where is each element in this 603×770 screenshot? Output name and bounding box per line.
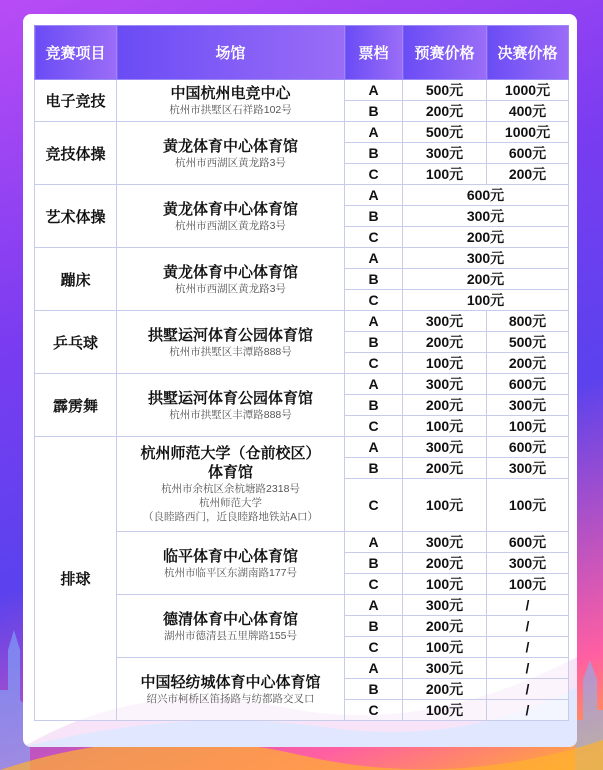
prelim-price-cell: 100元 bbox=[403, 700, 487, 721]
tier-cell: A bbox=[345, 311, 403, 332]
tier-cell: A bbox=[345, 374, 403, 395]
table-row bbox=[35, 248, 569, 269]
venue-address: 杭州师范大学 bbox=[199, 497, 262, 509]
venue-address: 杭州市拱墅区丰潭路888号 bbox=[169, 408, 292, 421]
tier-cell: B bbox=[345, 616, 403, 637]
tier-cell: B bbox=[345, 143, 403, 164]
prelim-price-cell: 200元 bbox=[403, 679, 487, 700]
header-prelim-price: 预赛价格 bbox=[403, 26, 487, 80]
tier-cell: A bbox=[345, 595, 403, 616]
prelim-price-cell: 200元 bbox=[403, 553, 487, 574]
prelim-price-cell: 200元 bbox=[403, 395, 487, 416]
venue-name: 德清体育中心体育馆 bbox=[162, 610, 298, 628]
table-header-row bbox=[35, 26, 569, 80]
final-price-cell: / bbox=[487, 658, 569, 679]
price-cell: 100元 bbox=[403, 290, 569, 311]
final-price-cell: 300元 bbox=[487, 553, 569, 574]
tier-cell: C bbox=[345, 164, 403, 185]
tier-cell: B bbox=[345, 269, 403, 290]
header-final-price: 决赛价格 bbox=[487, 26, 569, 80]
final-price-cell: 800元 bbox=[487, 311, 569, 332]
tier-cell: B bbox=[345, 395, 403, 416]
venue-cell bbox=[117, 658, 345, 721]
prelim-price-cell: 100元 bbox=[403, 353, 487, 374]
venue-address: （良睦路西门，近良睦路地铁站A口） bbox=[142, 511, 318, 523]
final-price-cell: 1000元 bbox=[487, 122, 569, 143]
venue-name: 杭州师范大学（仓前校区） bbox=[140, 445, 321, 462]
venue-address: 杭州市拱墅区丰潭路888号 bbox=[169, 345, 292, 358]
prelim-price-cell: 500元 bbox=[403, 80, 487, 101]
table-row bbox=[35, 374, 569, 395]
prelim-price-cell: 300元 bbox=[403, 658, 487, 679]
final-price-cell: 600元 bbox=[487, 143, 569, 164]
header-venue: 场馆 bbox=[117, 26, 345, 80]
prelim-price-cell: 300元 bbox=[403, 143, 487, 164]
venue-address: 杭州市临平区东湖南路177号 bbox=[163, 566, 298, 579]
sport-cell: 排球 bbox=[35, 437, 117, 721]
tier-cell: B bbox=[345, 332, 403, 353]
final-price-cell: / bbox=[487, 616, 569, 637]
final-price-cell: 200元 bbox=[487, 164, 569, 185]
prelim-price-cell: 500元 bbox=[403, 122, 487, 143]
venue-address: 杭州市西湖区黄龙路3号 bbox=[175, 282, 286, 295]
prelim-price-cell: 200元 bbox=[403, 458, 487, 479]
tier-cell: A bbox=[345, 437, 403, 458]
price-cell: 300元 bbox=[403, 248, 569, 269]
tier-cell: C bbox=[345, 637, 403, 658]
sport-cell: 竞技体操 bbox=[35, 122, 117, 185]
tier-cell: B bbox=[345, 206, 403, 227]
tier-cell: B bbox=[345, 679, 403, 700]
prelim-price-cell: 200元 bbox=[403, 332, 487, 353]
venue-address: 杭州市西湖区黄龙路3号 bbox=[175, 156, 286, 169]
venue-name: 中国轻纺城体育中心体育馆 bbox=[140, 673, 321, 691]
prelim-price-cell: 200元 bbox=[403, 616, 487, 637]
final-price-cell: 500元 bbox=[487, 332, 569, 353]
venue-cell bbox=[117, 80, 345, 122]
prelim-price-cell: 300元 bbox=[403, 595, 487, 616]
tier-cell: B bbox=[345, 458, 403, 479]
venue-cell bbox=[117, 437, 345, 532]
final-price-cell: 400元 bbox=[487, 101, 569, 122]
final-price-cell: / bbox=[487, 637, 569, 658]
tier-cell: C bbox=[345, 290, 403, 311]
final-price-cell: / bbox=[487, 679, 569, 700]
final-price-cell: 1000元 bbox=[487, 80, 569, 101]
venue-name: 黄龙体育中心体育馆 bbox=[162, 263, 298, 281]
venue-address: 湖州市德清县五里牌路155号 bbox=[163, 629, 298, 642]
venue-cell bbox=[117, 595, 345, 658]
venue-name: 拱墅运河体育公园体育馆 bbox=[147, 389, 313, 407]
tier-cell: A bbox=[345, 185, 403, 206]
table-row bbox=[35, 122, 569, 143]
prelim-price-cell: 100元 bbox=[403, 637, 487, 658]
tier-cell: C bbox=[345, 416, 403, 437]
tier-cell: B bbox=[345, 101, 403, 122]
venue-name: 临平体育中心体育馆 bbox=[162, 547, 298, 565]
tier-cell: A bbox=[345, 122, 403, 143]
final-price-cell: / bbox=[487, 595, 569, 616]
final-price-cell: 100元 bbox=[487, 479, 569, 532]
tier-cell: C bbox=[345, 353, 403, 374]
sport-cell: 艺术体操 bbox=[35, 185, 117, 248]
sport-cell: 电子竞技 bbox=[35, 80, 117, 122]
header-sport: 竞赛项目 bbox=[35, 26, 117, 80]
prelim-price-cell: 300元 bbox=[403, 374, 487, 395]
price-cell: 300元 bbox=[403, 206, 569, 227]
venue-name: 中国杭州电竞中心 bbox=[170, 85, 291, 102]
tier-cell: A bbox=[345, 248, 403, 269]
price-cell: 200元 bbox=[403, 269, 569, 290]
prelim-price-cell: 100元 bbox=[403, 574, 487, 595]
venue-cell bbox=[117, 122, 345, 185]
venue-cell bbox=[117, 248, 345, 311]
venue-address: 杭州市西湖区黄龙路3号 bbox=[175, 219, 286, 232]
venue-address: 杭州市拱墅区石祥路102号 bbox=[169, 104, 292, 116]
prelim-price-cell: 100元 bbox=[403, 164, 487, 185]
price-table-card bbox=[23, 14, 577, 747]
sport-cell: 乒乓球 bbox=[35, 311, 117, 374]
table-row bbox=[35, 437, 569, 458]
venue-address: 绍兴市柯桥区笛扬路与纺都路交叉口 bbox=[146, 692, 315, 705]
tier-cell: C bbox=[345, 574, 403, 595]
tier-cell: B bbox=[345, 553, 403, 574]
prelim-price-cell: 300元 bbox=[403, 311, 487, 332]
tier-cell: A bbox=[345, 532, 403, 553]
prelim-price-cell: 100元 bbox=[403, 479, 487, 532]
prelim-price-cell: 300元 bbox=[403, 437, 487, 458]
venue-cell bbox=[117, 374, 345, 437]
tier-cell: A bbox=[345, 80, 403, 101]
table-body bbox=[35, 80, 569, 721]
price-cell: 600元 bbox=[403, 185, 569, 206]
sport-cell: 蹦床 bbox=[35, 248, 117, 311]
table-row bbox=[35, 80, 569, 101]
price-cell: 200元 bbox=[403, 227, 569, 248]
final-price-cell: 100元 bbox=[487, 416, 569, 437]
prelim-price-cell: 300元 bbox=[403, 532, 487, 553]
tier-cell: C bbox=[345, 227, 403, 248]
prelim-price-cell: 100元 bbox=[403, 416, 487, 437]
final-price-cell: 300元 bbox=[487, 395, 569, 416]
venue-name: 体育馆 bbox=[207, 464, 253, 481]
tier-cell: A bbox=[345, 658, 403, 679]
venue-cell bbox=[117, 532, 345, 595]
venue-cell bbox=[117, 185, 345, 248]
sport-cell: 霹雳舞 bbox=[35, 374, 117, 437]
venue-name: 拱墅运河体育公园体育馆 bbox=[147, 326, 313, 344]
header-tier: 票档 bbox=[345, 26, 403, 80]
final-price-cell: / bbox=[487, 700, 569, 721]
table-row bbox=[35, 311, 569, 332]
ticket-price-table bbox=[34, 25, 569, 721]
venue-address: 杭州市余杭区余杭塘路2318号 bbox=[161, 483, 300, 495]
final-price-cell: 600元 bbox=[487, 374, 569, 395]
final-price-cell: 600元 bbox=[487, 437, 569, 458]
prelim-price-cell: 200元 bbox=[403, 101, 487, 122]
table-row bbox=[35, 185, 569, 206]
final-price-cell: 100元 bbox=[487, 574, 569, 595]
venue-name: 黄龙体育中心体育馆 bbox=[162, 137, 298, 155]
tier-cell: C bbox=[345, 700, 403, 721]
venue-name: 黄龙体育中心体育馆 bbox=[162, 200, 298, 218]
venue-cell bbox=[117, 311, 345, 374]
tier-cell: C bbox=[345, 479, 403, 532]
final-price-cell: 600元 bbox=[487, 532, 569, 553]
final-price-cell: 200元 bbox=[487, 353, 569, 374]
final-price-cell: 300元 bbox=[487, 458, 569, 479]
